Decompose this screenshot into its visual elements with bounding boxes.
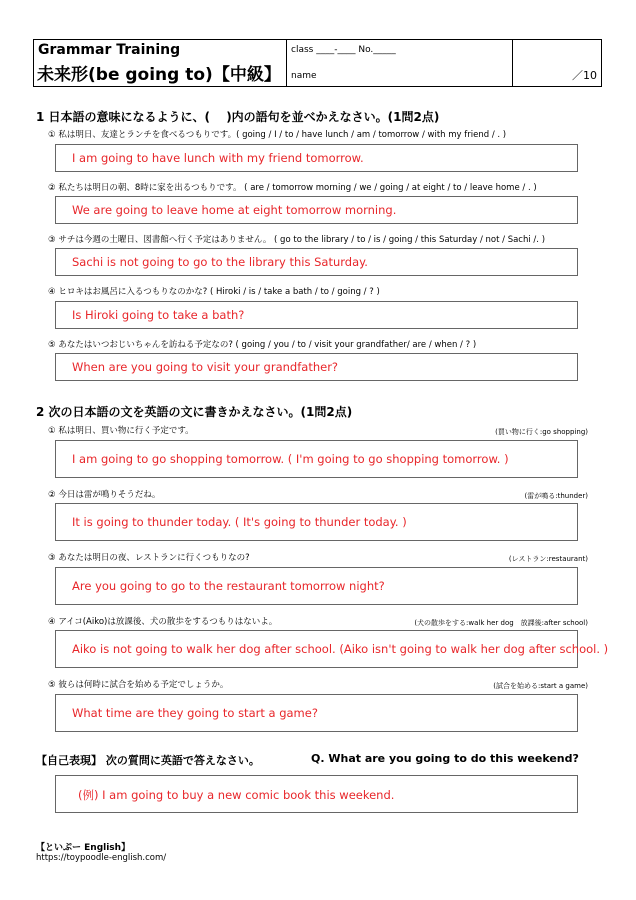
answer-text: What time are they going to start a game?: [72, 706, 318, 720]
section1-prompt: [48, 285, 380, 297]
answer-box[interactable]: [55, 440, 578, 478]
item-number: ②: [48, 490, 56, 500]
answer-box[interactable]: [55, 694, 578, 732]
answer-text: I am going to have lunch with my friend tomorrow.: [72, 151, 364, 165]
answer-box[interactable]: [55, 567, 578, 605]
item-prompt: 私は明日、友達とランチを食べるつもりです。( going / I / to / have lunch / am / tomorrow / with my friend / . ): [58, 130, 507, 140]
item-prompt: 私は明日、買い物に行く予定です。: [58, 426, 194, 436]
answer-text: Are you going to go to the restaurant tomorrow night?: [72, 579, 385, 593]
answer-box[interactable]: [55, 144, 578, 172]
section1-heading: 1 日本語の意味になるように、( )内の語句を並べかえなさい。(1問2点): [36, 110, 440, 124]
section2-prompt: [48, 551, 250, 563]
answer-box[interactable]: [55, 301, 578, 329]
answer-text: We are going to leave home at eight tomorrow morning.: [72, 203, 397, 217]
score-cell: [513, 40, 601, 86]
vocab-hint: (レストラン:restaurant): [508, 555, 588, 563]
answer-box[interactable]: [55, 248, 578, 276]
answer-text: (例) I am going to buy a new comic book this weekend.: [78, 788, 395, 802]
item-number: ⑤: [48, 340, 56, 350]
item-number: ①: [48, 130, 56, 140]
score-total: ／10: [572, 69, 597, 82]
name-label: name: [291, 71, 317, 81]
item-prompt: ヒロキはお風呂に入るつもりなのかな? ( Hiroki / is / take a bath / to / going / ? ): [58, 287, 380, 297]
item-number: ①: [48, 426, 56, 436]
vocab-hint: (試合を始める:start a game): [493, 682, 588, 690]
section2-prompt: [48, 488, 160, 500]
item-prompt: 私たちは明日の朝、8時に家を出るつもりです。 ( are / tomorrow morning / we / going / at eight / to / leave home / . ): [58, 183, 537, 193]
item-number: ③: [48, 553, 56, 563]
answer-box[interactable]: [55, 775, 578, 813]
answer-box[interactable]: [55, 196, 578, 224]
vocab-hint: (雷が鳴る:thunder): [524, 492, 588, 500]
answer-text: Is Hiroki going to take a bath?: [72, 308, 245, 322]
footer-brand: 【といぷー English】: [36, 843, 131, 853]
section1-prompt: [48, 338, 476, 350]
answer-text: I am going to go shopping tomorrow. ( I'm going to go shopping tomorrow. ): [72, 452, 509, 466]
answer-box[interactable]: [55, 353, 578, 381]
title-cell: [34, 40, 287, 86]
section1-prompt: [48, 181, 537, 193]
no-label: No._____: [358, 45, 396, 55]
item-number: ④: [48, 617, 56, 627]
section1-prompt: [48, 233, 545, 245]
answer-box[interactable]: [55, 630, 609, 668]
section2-prompt: [48, 424, 194, 436]
self-expression-heading: 【自己表現】 次の質問に英語で答えなさい。: [36, 754, 260, 767]
item-prompt: サチは今週の土曜日、図書館へ行く予定はありません。 ( go to the library / to / is / going / this Saturday / not / Sachi /. ): [58, 235, 546, 245]
section2-prompt: [48, 678, 228, 690]
vocab-hint: (買い物に行く:go shopping): [495, 428, 588, 436]
footer-url[interactable]: https://toypoodle-english.com/: [36, 853, 167, 863]
item-number: ②: [48, 183, 56, 193]
item-prompt: 彼らは何時に試合を始める予定でしょうか。: [58, 680, 229, 690]
item-number: ④: [48, 287, 56, 297]
answer-text: It is going to thunder today. ( It's going to thunder today. ): [72, 515, 407, 529]
self-expression-question: Q. What are you going to do this weekend?: [311, 752, 579, 765]
section2-prompt: [48, 615, 277, 627]
class-number-line: [291, 45, 396, 55]
item-prompt: あなたはいつおじいちゃんを訪ねる予定なの? ( going / you / to / visit your grandfather/ are / when / ? ): [58, 340, 477, 350]
answer-text: Sachi is not going to go to the library this Saturday.: [72, 255, 368, 269]
answer-text: When are you going to visit your grandfather?: [72, 360, 339, 374]
section1-prompt: [48, 128, 506, 140]
vocab-hint: (犬の散歩をする:walk her dog 放課後:after school): [414, 619, 588, 627]
item-prompt: 今日は雷が鳴りそうだね。: [58, 490, 161, 500]
class-blank: ____-____: [316, 45, 356, 55]
item-prompt: アイコ(Aiko)は放課後、犬の散歩をするつもりはないよ。: [58, 617, 278, 627]
item-number: ③: [48, 235, 56, 245]
answer-box[interactable]: [55, 503, 578, 541]
title-english: Grammar Training: [38, 42, 181, 58]
title-japanese: 未来形(be going to)【中級】: [37, 65, 281, 85]
section2-heading: 2 次の日本語の文を英語の文に書きかえなさい。(1問2点): [36, 405, 353, 419]
item-number: ⑤: [48, 680, 56, 690]
item-prompt: あなたは明日の夜、レストランに行くつもりなの?: [58, 553, 250, 563]
answer-text: Aiko is not going to walk her dog after school. (Aiko isn't going to walk her dog after school. ): [72, 642, 609, 656]
class-label: class: [291, 45, 314, 55]
class-name-cell: [287, 40, 513, 86]
header-table: [33, 39, 602, 87]
